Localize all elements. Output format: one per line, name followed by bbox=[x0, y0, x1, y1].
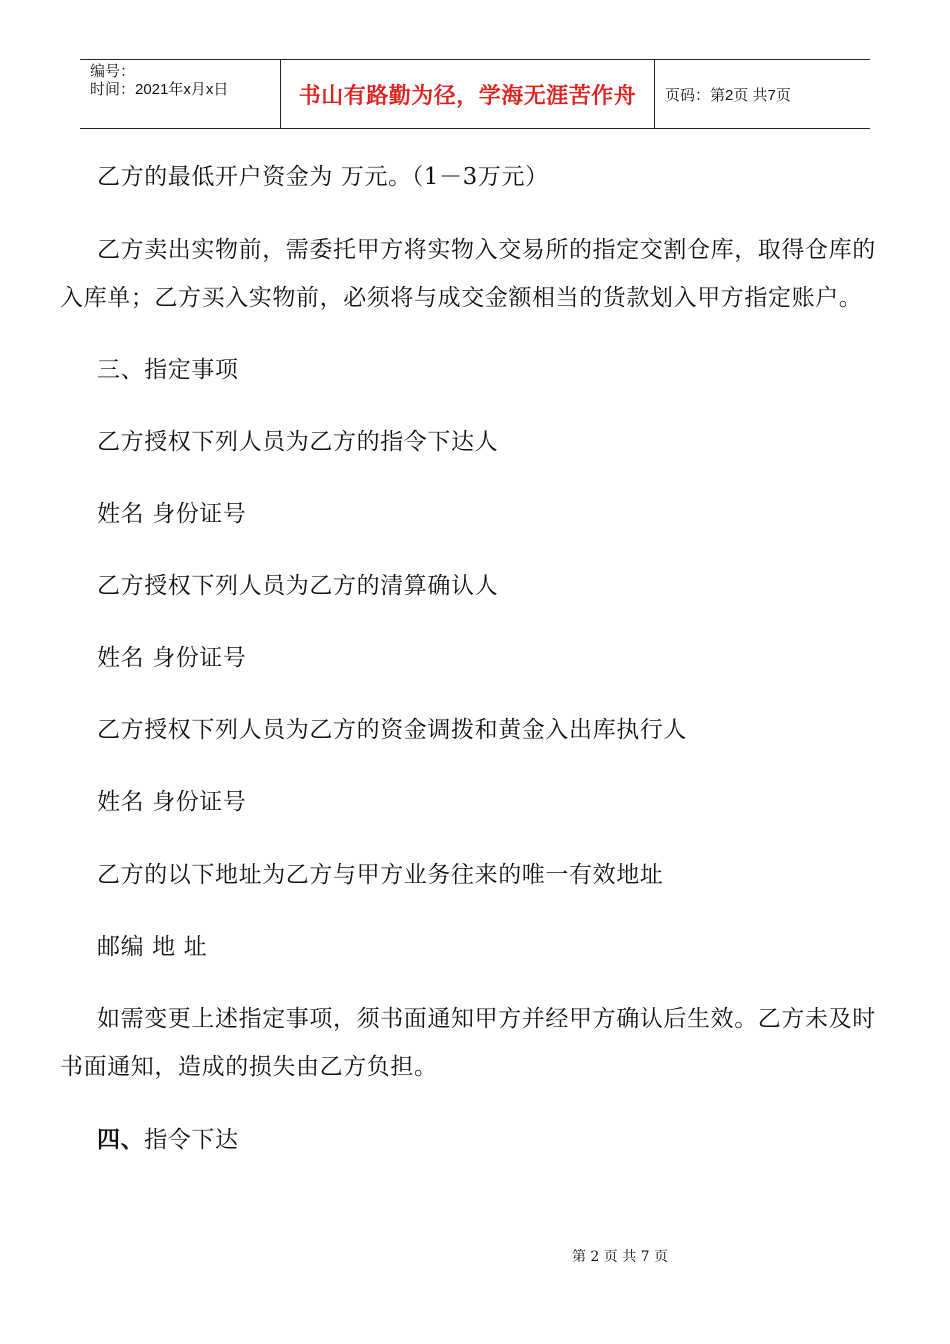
paragraph-name-id-2: 姓名 身份证号 bbox=[97, 645, 247, 671]
paragraph-min-funds: 乙方的最低开户资金为 万元。（1－3万元） bbox=[97, 164, 549, 190]
paragraph-delivery-rules: 乙方卖出实物前，需委托甲方将实物入交易所的指定交割仓库，取得仓库的入库单；乙方买入实物前，必须将与成交金额相当的货款划入甲方指定账户。 bbox=[60, 237, 876, 311]
section-four-number: 四、 bbox=[97, 1126, 145, 1153]
date-label: 时间：2021年x月x日 bbox=[90, 81, 229, 98]
paragraph-name-id-1: 姓名 身份证号 bbox=[97, 501, 247, 527]
section-four-title: 指令下达 bbox=[144, 1127, 239, 1153]
section-heading-four bbox=[60, 1116, 890, 1164]
serial-label: 编号： bbox=[90, 63, 136, 80]
paragraph-order-person: 乙方授权下列人员为乙方的指令下达人 bbox=[97, 429, 499, 455]
paragraph-change-notice: 如需变更上述指定事项，须书面通知甲方并经甲方确认后生效。乙方未及时书面通知，造成的损失由乙方负担。 bbox=[60, 1006, 876, 1080]
section-heading-three: 三、指定事项 bbox=[97, 357, 239, 383]
paragraph-clearing-person: 乙方授权下列人员为乙方的清算确认人 bbox=[97, 573, 499, 599]
page-header bbox=[80, 59, 870, 129]
page-footer bbox=[0, 1246, 950, 1266]
header-page-label: 页码：第2页 共7页 bbox=[665, 86, 791, 104]
paragraph-name-id-3: 姓名 身份证号 bbox=[97, 789, 247, 815]
header-motto-cell bbox=[281, 60, 655, 128]
paragraph-fund-executor: 乙方授权下列人员为乙方的资金调拨和黄金入出库执行人 bbox=[97, 717, 687, 743]
header-meta bbox=[80, 60, 281, 128]
footer-page-number: 第 2 页 共 7 页 bbox=[571, 1249, 669, 1265]
paragraph-address-note: 乙方的以下地址为乙方与甲方业务往来的唯一有效地址 bbox=[97, 862, 664, 888]
paragraph-postcode-address: 邮编 地 址 bbox=[97, 934, 208, 960]
header-motto: 书山有路勤为径，学海无涯苦作舟 bbox=[298, 83, 637, 109]
